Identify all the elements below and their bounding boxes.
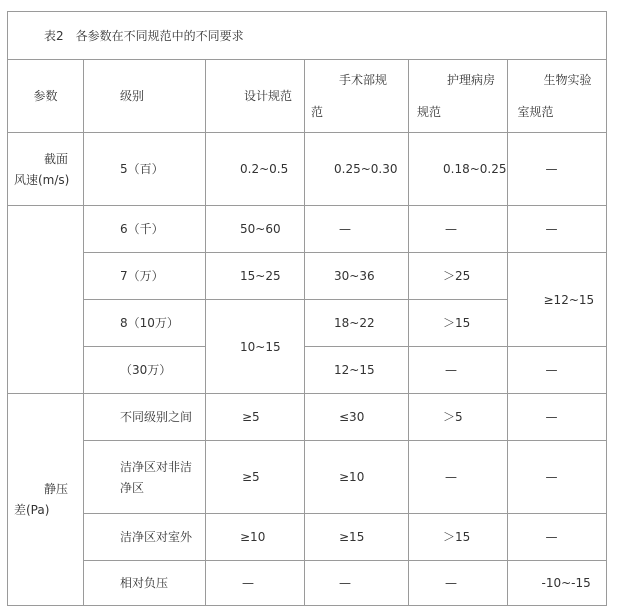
level-cell: 5（百） <box>84 133 206 206</box>
level-cell-line1: 洁净区对非洁 <box>120 459 193 474</box>
table-row <box>8 394 607 441</box>
table-row <box>8 253 607 300</box>
level-cell: 6（千） <box>84 206 206 253</box>
table-row <box>8 347 607 394</box>
nursing-cell: — <box>409 206 508 253</box>
section-velocity-line1: 截面 <box>44 151 69 166</box>
section-pressure-line1: 静压 <box>44 482 69 496</box>
section-velocity-line2: 风速(m/s) <box>14 172 70 187</box>
design-cell: 15~25 <box>206 253 305 300</box>
level-cell: 7（万） <box>84 253 206 300</box>
design-cell: ≥5 <box>206 441 305 514</box>
surgery-cell: — <box>305 561 409 606</box>
bio-cell: — <box>507 394 606 441</box>
level-cell: （30万） <box>84 347 206 394</box>
header-param: 参数 <box>8 60 84 133</box>
header-design: 设计规范 <box>206 60 305 133</box>
bio-cell: -10~-15 <box>507 561 606 606</box>
section-blank <box>8 206 84 394</box>
header-bio <box>507 60 606 133</box>
surgery-cell: 30~36 <box>305 253 409 300</box>
level-cell: 洁净区对室外 <box>84 514 206 561</box>
header-surgery <box>305 60 409 133</box>
surgery-cell: 0.25~0.30 <box>305 133 409 206</box>
level-cell: 不同级别之间 <box>84 394 206 441</box>
section-velocity <box>8 133 84 206</box>
header-nursing <box>409 60 508 133</box>
bio-cell: — <box>507 347 606 394</box>
section-pressure <box>8 394 84 606</box>
table-row <box>8 206 607 253</box>
nursing-cell: ＞15 <box>409 300 508 347</box>
nursing-cell: ＞5 <box>409 394 508 441</box>
design-cell: 0.2~0.5 <box>206 133 305 206</box>
surgery-cell: ≥15 <box>305 514 409 561</box>
surgery-cell: — <box>305 206 409 253</box>
level-cell: 8（10万） <box>84 300 206 347</box>
requirements-table <box>7 11 607 606</box>
header-row <box>8 60 607 133</box>
bio-cell: — <box>507 441 606 514</box>
nursing-cell: — <box>409 561 508 606</box>
table-row <box>8 561 607 606</box>
table-caption: 表2 各参数在不同规范中的不同要求 <box>8 12 607 60</box>
design-cell: — <box>206 561 305 606</box>
design-cell: 10~15 <box>206 300 305 394</box>
bio-cell: — <box>507 133 606 206</box>
surgery-cell: ≤30 <box>305 394 409 441</box>
header-level: 级别 <box>84 60 206 133</box>
nursing-cell: ＞15 <box>409 514 508 561</box>
level-cell: 相对负压 <box>84 561 206 606</box>
surgery-cell: 18~22 <box>305 300 409 347</box>
nursing-cell: 0.18~0.25 <box>409 133 508 206</box>
surgery-cell: 12~15 <box>305 347 409 394</box>
header-surgery-line1: 手术部规 <box>339 73 388 87</box>
caption-row <box>8 12 607 60</box>
header-surgery-line2: 范 <box>311 105 324 119</box>
table-row <box>8 133 607 206</box>
nursing-cell: — <box>409 347 508 394</box>
table-row <box>8 514 607 561</box>
design-cell: ≥5 <box>206 394 305 441</box>
level-cell <box>84 441 206 514</box>
table-row <box>8 441 607 514</box>
header-bio-line2: 室规范 <box>517 105 554 119</box>
bio-cell: — <box>507 206 606 253</box>
bio-cell: — <box>507 514 606 561</box>
design-cell: ≥10 <box>206 514 305 561</box>
header-bio-line1: 生物实验 <box>543 73 592 87</box>
header-nursing-line2: 规范 <box>417 105 442 119</box>
surgery-cell: ≥10 <box>305 441 409 514</box>
bio-cell: ≥12~15 <box>507 253 606 347</box>
nursing-cell: — <box>409 441 508 514</box>
nursing-cell: ＞25 <box>409 253 508 300</box>
header-nursing-line1: 护理病房 <box>447 73 496 87</box>
design-cell: 50~60 <box>206 206 305 253</box>
section-pressure-line2: 差(Pa) <box>14 503 50 517</box>
level-cell-line2: 净区 <box>120 480 145 495</box>
